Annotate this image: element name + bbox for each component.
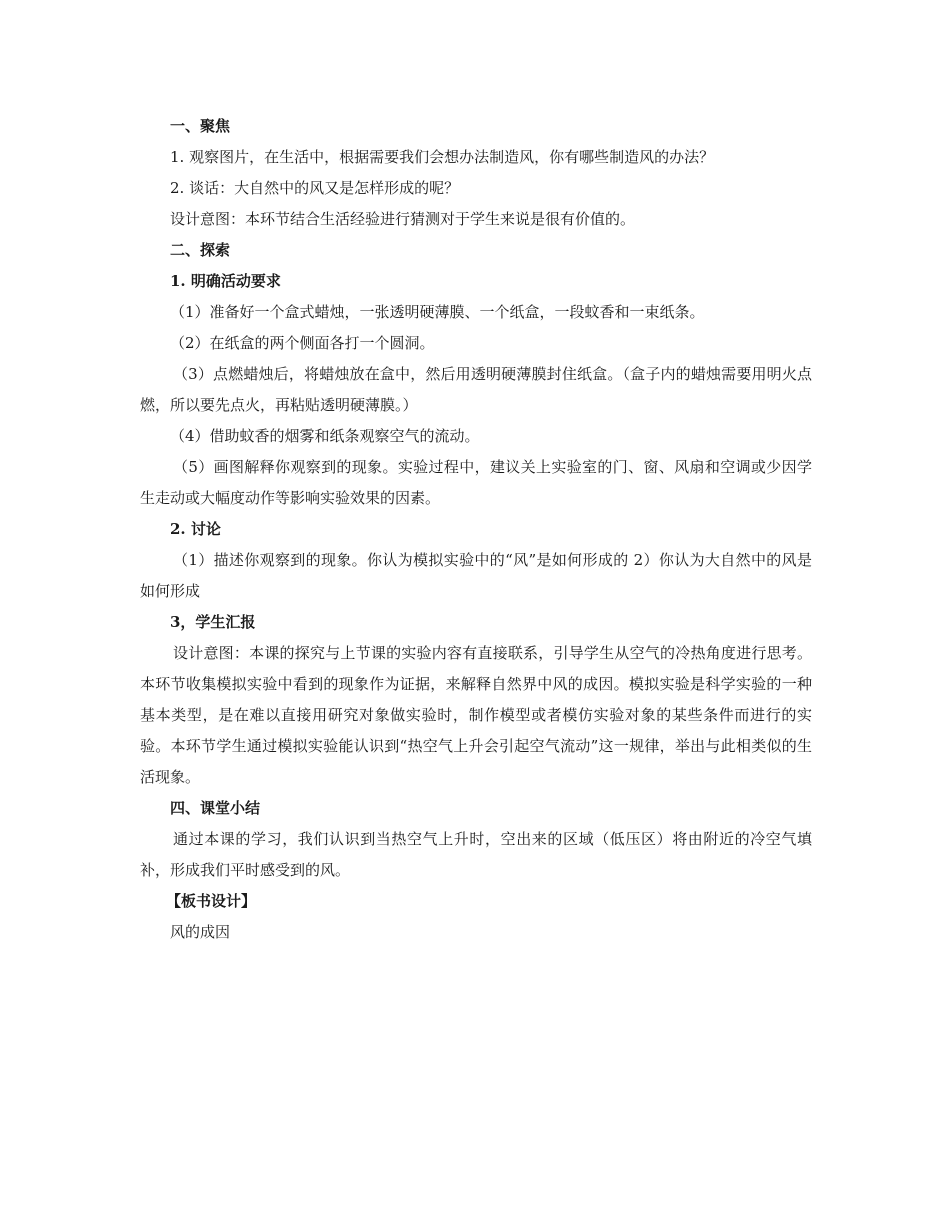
explore-subheading-requirements: 1. 明确活动要求 xyxy=(170,272,281,290)
summary-text: 通过本课的学习，我们认识到当热空气上升时，空出来的区域（低压区）将由附近的冷空气填补，形成我们平时感受到的风。 xyxy=(140,830,812,879)
section-heading-summary: 四、课堂小结 xyxy=(170,799,261,817)
board-design-title: 风的成因 xyxy=(170,923,231,941)
requirement-4: （4）借助蚊香的烟雾和纸条观察空气的流动。 xyxy=(170,427,480,445)
requirement-5: （5）画图解释你观察到的现象。实验过程中，建议关上实验室的门、窗、风扇和空调或少因学生走动或大幅度动作等影响实验效果的因素。 xyxy=(140,458,812,507)
focus-design-intent: 设计意图：本环节结合生活经验进行猜测对于学生来说是很有价值的。 xyxy=(170,210,636,228)
requirement-3: （3）点燃蜡烛后，将蜡烛放在盒中，然后用透明硬薄膜封住纸盒。（盒子内的蜡烛需要用明火点燃，所以要先点火，再粘贴透明硬薄膜。） xyxy=(140,365,812,414)
focus-item-1: 1. 观察图片，在生活中，根据需要我们会想办法制造风，你有哪些制造风的办法？ xyxy=(170,148,715,166)
requirement-2: （2）在纸盒的两个侧面各打一个圆洞。 xyxy=(170,334,435,352)
focus-item-2: 2. 谈话：大自然中的风又是怎样形成的呢？ xyxy=(170,179,460,197)
section-heading-focus: 一、聚焦 xyxy=(170,117,231,135)
board-design-heading: 【板书设计】 xyxy=(166,892,257,910)
explore-design-intent: 设计意图：本课的探究与上节课的实验内容有直接联系，引导学生从空气的冷热角度进行思考。本环节收集模拟实验中看到的现象作为证据，来解释自然界中风的成因。模拟实验是科学实验的一种基本类型，是在难以直接用研究对象做实验时，制作模型或者模仿实验对象的某些条件而进行的实验。本环节学生通过模拟实验能认识到“热空气上升会引起空气流动”这一规律，举出与此相类似的生活现象。 xyxy=(140,644,812,786)
section-heading-explore: 二、探索 xyxy=(170,241,231,259)
discussion-item-1: （1）描述你观察到的现象。你认为模拟实验中的“风”是如何形成的 2）你认为大自然中的风是如何形成 xyxy=(140,551,812,600)
explore-subheading-report: 3，学生汇报 xyxy=(170,613,256,631)
requirement-1: （1）准备好一个盒式蜡烛，一张透明硬薄膜、一个纸盒，一段蚊香和一束纸条。 xyxy=(170,303,705,321)
document-page xyxy=(140,111,812,948)
explore-subheading-discussion: 2. 讨论 xyxy=(170,520,221,538)
